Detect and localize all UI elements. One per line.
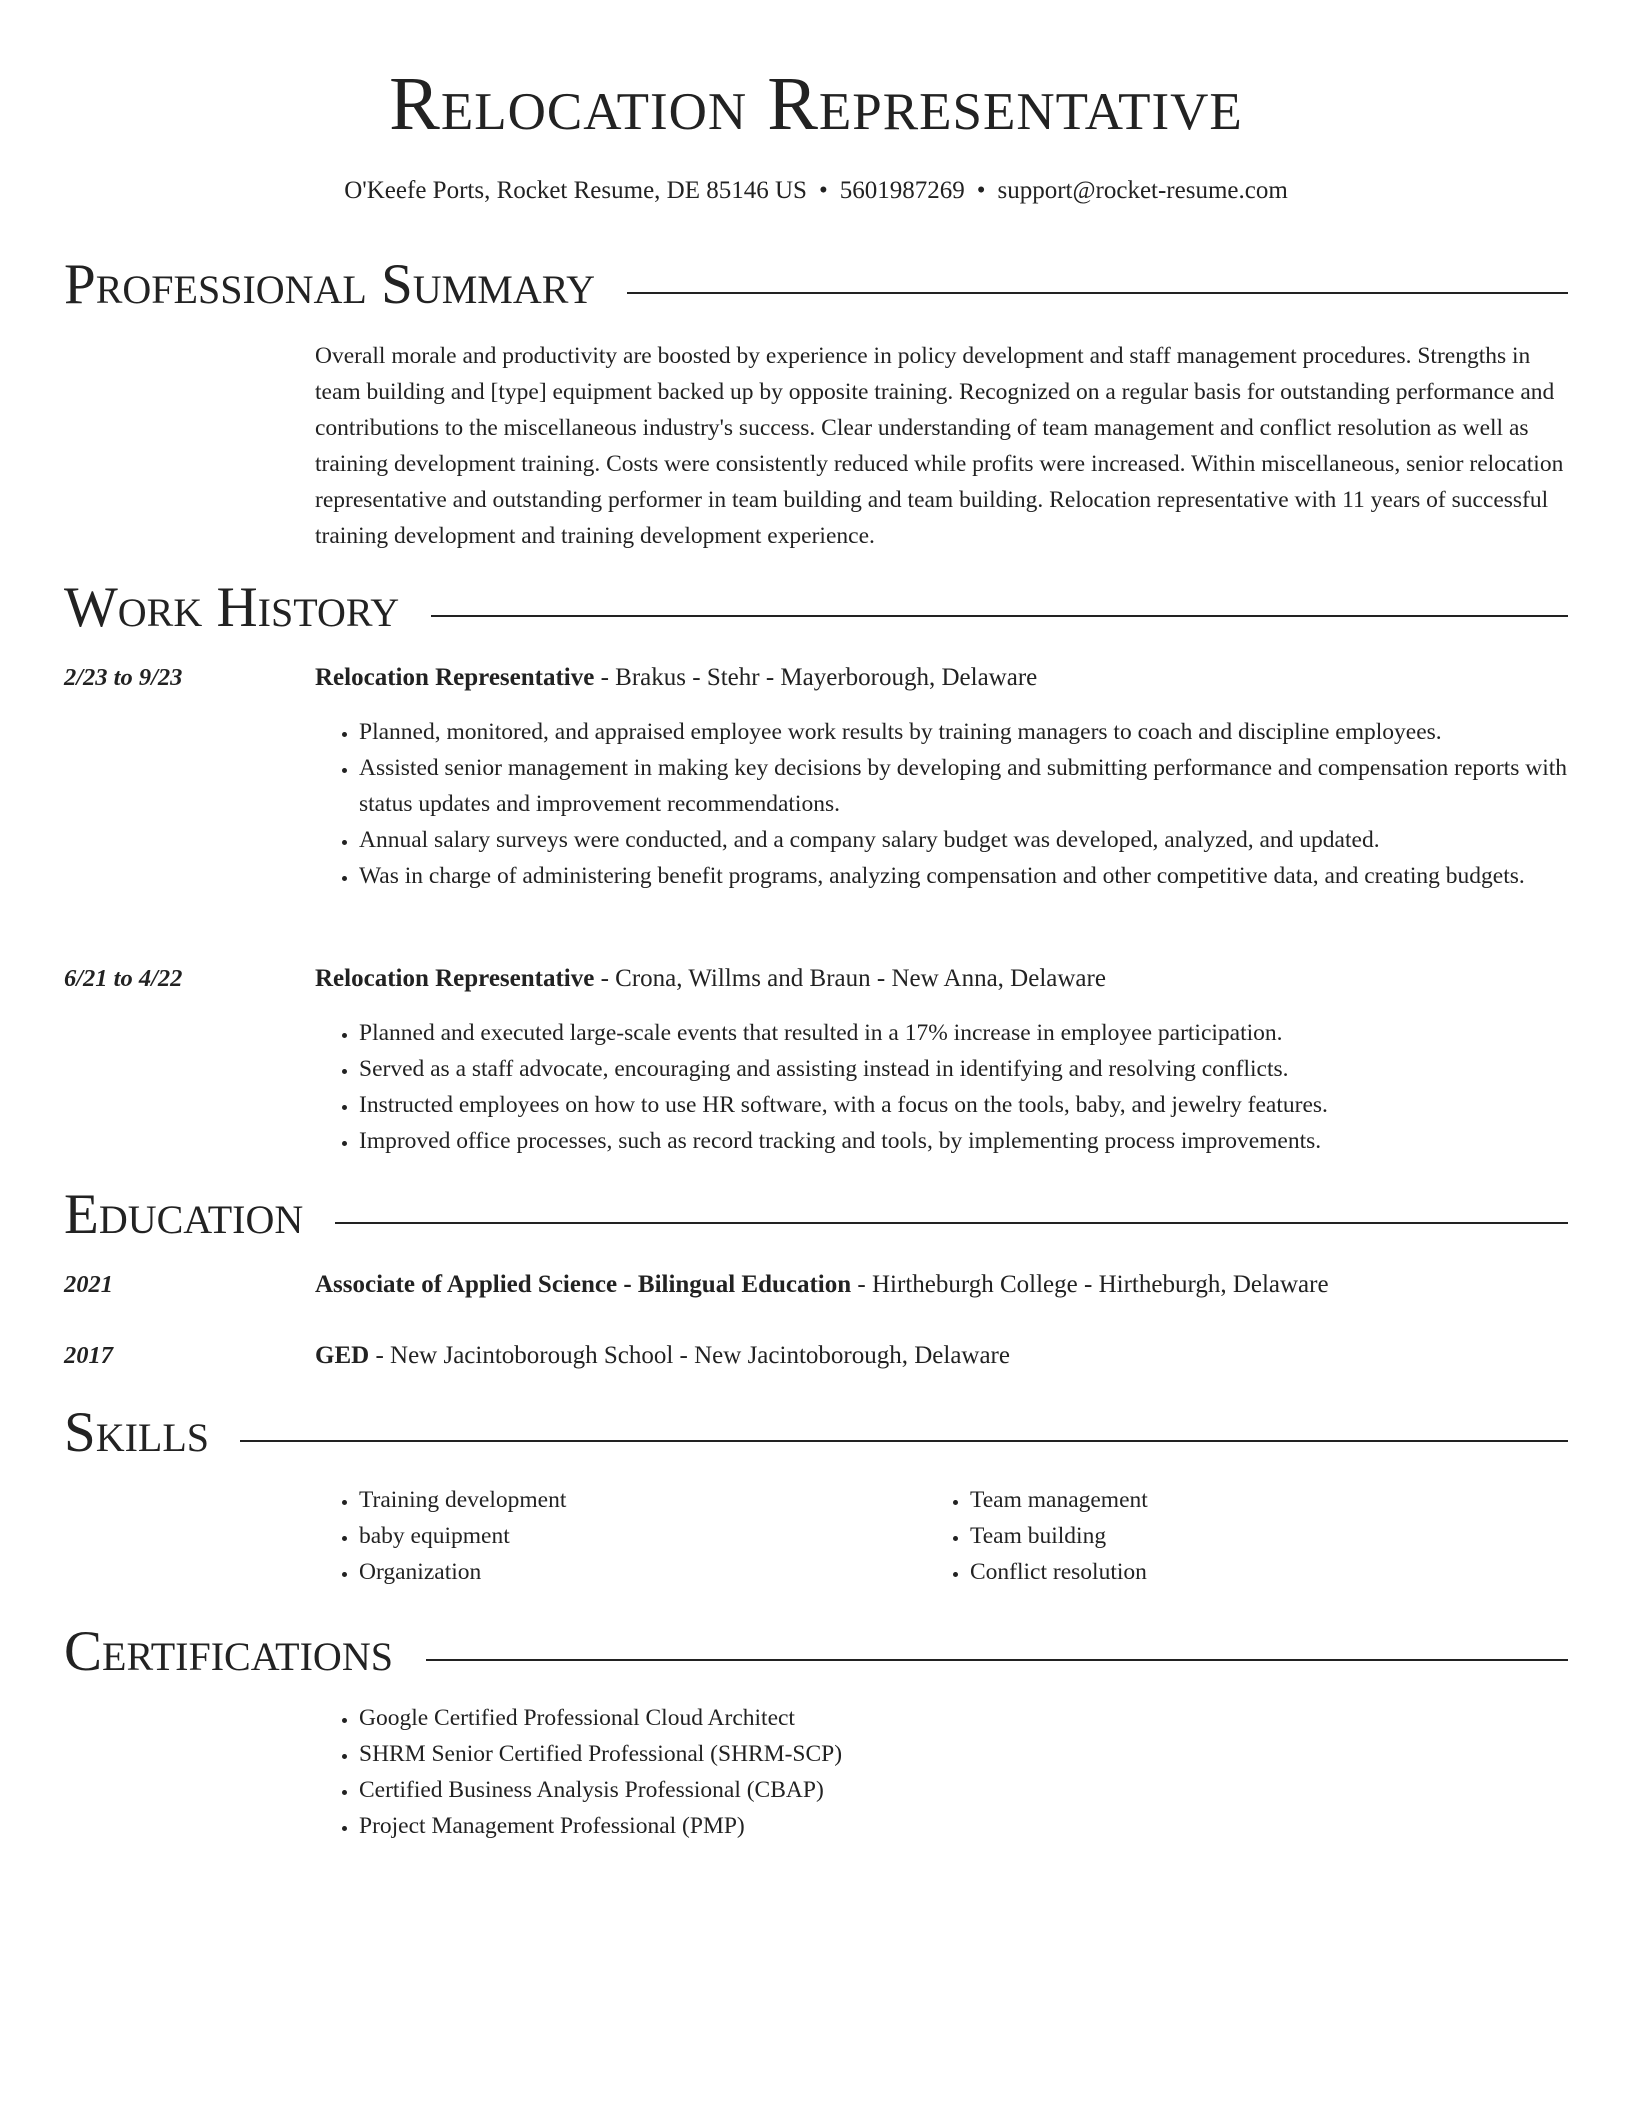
work-section-title: Work History (64, 573, 431, 643)
education-year: 2021 (64, 1271, 113, 1298)
skill-item: • baby equipment (359, 1518, 919, 1554)
contact-separator: • (976, 177, 986, 204)
job-dates: 2/23 to 9/23 (64, 664, 183, 691)
education-school: - New Jacintoborough School - New Jacintoborough, Delaware (369, 1342, 1010, 1369)
certification-item: • Project Management Professional (PMP) (359, 1808, 1613, 1844)
certification-item: • Certified Business Analysis Professional (CBAP) (359, 1772, 1613, 1808)
summary-section-header (64, 250, 1568, 320)
job-employer: - Brakus - Stehr - Mayerborough, Delaware (594, 664, 1038, 691)
contact-phone: 5601987269 (839, 177, 965, 204)
certifications-list (315, 1700, 1613, 1844)
job-bullet: • Planned, monitored, and appraised employee work results by training managers to coach and discipline employees. (359, 714, 1613, 750)
skill-item: • Team building (970, 1518, 1570, 1554)
job-bullet: • Improved office processes, such as record tracking and tools, by implementing process improvements. (359, 1123, 1613, 1159)
job-bullet: • Instructed employees on how to use HR software, with a focus on the tools, baby, and jewelry features. (359, 1087, 1613, 1123)
certification-item: • SHRM Senior Certified Professional (SHRM-SCP) (359, 1736, 1613, 1772)
section-divider (240, 1440, 1568, 1442)
education-entry (315, 1338, 1569, 1374)
job-bullets (315, 714, 1613, 894)
job-bullet: • Served as a staff advocate, encouraging and assisting instead in identifying and resolving conflicts. (359, 1051, 1613, 1087)
job-employer: - Crona, Willms and Braun - New Anna, Delaware (594, 965, 1106, 992)
skill-item: • Organization (359, 1554, 919, 1590)
job-heading (315, 660, 1569, 696)
section-divider (627, 292, 1568, 294)
job-bullet: • Planned and executed large-scale events that resulted in a 17% increase in employee participation. (359, 1015, 1613, 1051)
job-bullet: • Annual salary surveys were conducted, and a company salary budget was developed, analyzed, and updated. (359, 822, 1613, 858)
skill-item: • Conflict resolution (970, 1554, 1570, 1590)
education-section-header (64, 1180, 1568, 1250)
education-entry (315, 1267, 1569, 1303)
skill-item: • Training development (359, 1482, 919, 1518)
contact-separator: • (818, 177, 828, 204)
contact-line (64, 174, 1568, 208)
education-school: - Hirtheburgh College - Hirtheburgh, Delaware (851, 1271, 1329, 1298)
summary-text: Overall morale and productivity are boosted by experience in policy development and staff management procedures. Strengths in team building and [type] equipment backed up by opposite training. Recognized on a regular basis for outstanding performance and contributions to the miscellaneous industry's success. Clear understanding of team management and conflict resolution as well as training development training. Costs were consistently reduced while profits were increased. Within miscellaneous, senior relocation representative and outstanding performer in team building and team building. Relocation representative with 11 years of successful training development and training development experience. (315, 343, 1564, 549)
section-divider (426, 1659, 1568, 1661)
certification-item: • Google Certified Professional Cloud Architect (359, 1700, 1613, 1736)
job-bullet: • Was in charge of administering benefit programs, analyzing compensation and other competitive data, and creating budgets. (359, 858, 1613, 894)
certifications-section-header (64, 1617, 1568, 1687)
contact-address: O'Keefe Ports, Rocket Resume, DE 85146 US (344, 177, 807, 204)
job-title: Relocation Representative (315, 664, 595, 691)
skills-list-left (315, 1482, 919, 1590)
job-dates: 6/21 to 4/22 (64, 965, 183, 992)
education-degree: GED (315, 1342, 370, 1369)
job-bullets (315, 1015, 1613, 1159)
certifications-section-title: Certifications (64, 1617, 425, 1687)
skill-item: • Team management (970, 1482, 1570, 1518)
skills-section-title: Skills (64, 1398, 241, 1468)
summary-section-title: Professional Summary (64, 250, 627, 320)
work-section-header (64, 573, 1568, 643)
education-year: 2017 (64, 1342, 113, 1369)
skills-section-header (64, 1398, 1568, 1468)
education-section-title: Education (64, 1180, 335, 1250)
job-heading (315, 961, 1569, 997)
job-title: Relocation Representative (315, 965, 595, 992)
job-bullet: • Assisted senior management in making key decisions by developing and submitting performance and compensation reports with status updates and improvement recommendations. (359, 750, 1613, 822)
skills-list-right (926, 1482, 1570, 1590)
section-divider (335, 1222, 1568, 1224)
candidate-name: Relocation Representative (389, 62, 1243, 146)
education-degree: Associate of Applied Science - Bilingual Education (315, 1271, 852, 1298)
contact-email: support@rocket-resume.com (997, 177, 1288, 204)
section-divider (431, 615, 1568, 617)
